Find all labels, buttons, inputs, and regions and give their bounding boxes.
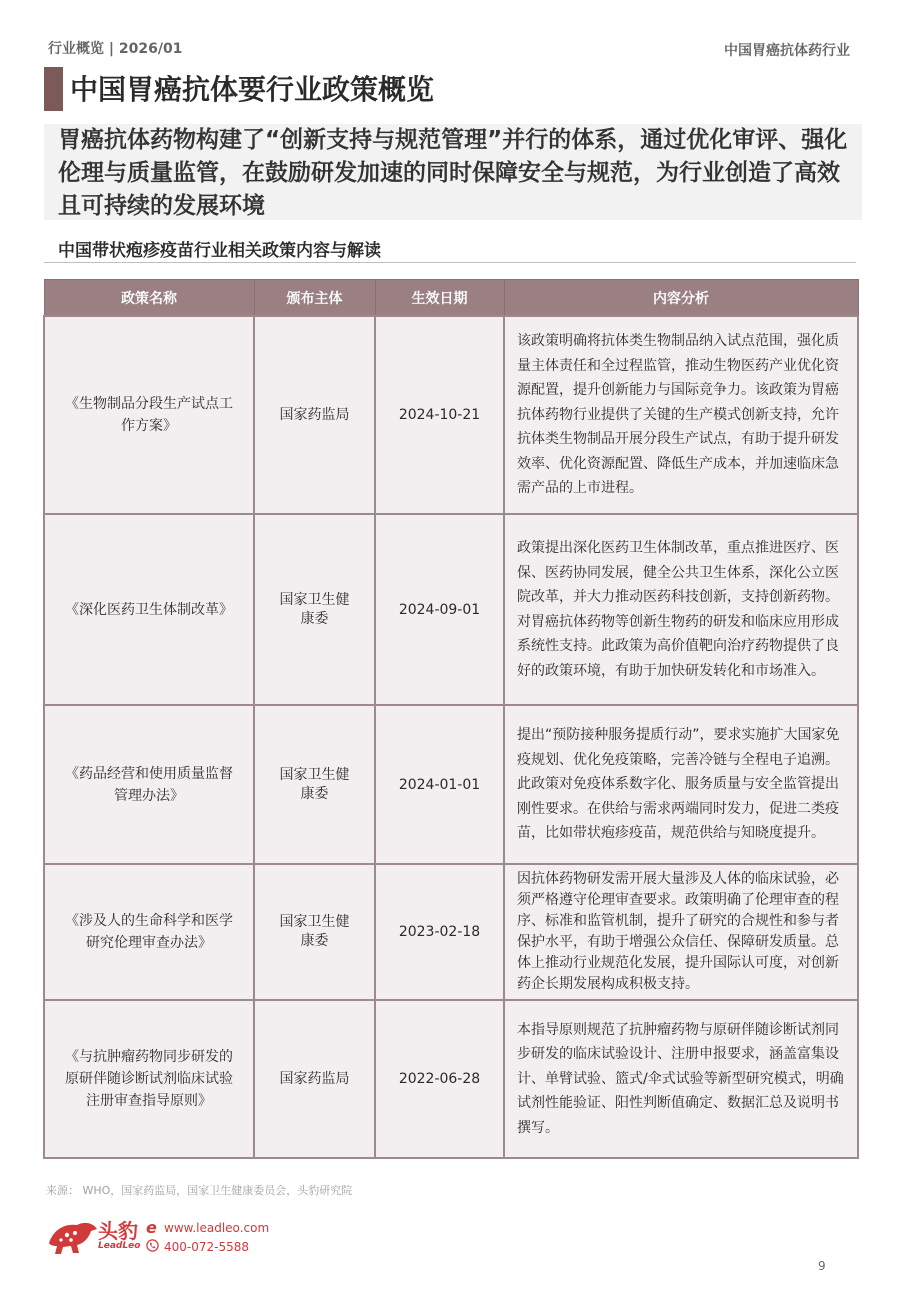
header-policy-name: 政策名称 [44,280,254,317]
table-row [44,1000,858,1158]
web-e-icon: e [146,1218,157,1237]
page-title: 中国胃癌抗体要行业政策概览 [70,73,435,106]
policy-name: 《涉及人的生命科学和医学研究伦理审查办法》 [44,864,254,1000]
policy-issuer: 国家卫生健康委 [254,864,375,1000]
policy-name: 《药品经营和使用质量监督管理办法》 [44,705,254,864]
policy-analysis: 因抗体药物研发需开展大量涉及人体的临床试验，必须严格遵守伦理审查要求。政策明确了伦理审查的程序、标准和监管机制，提升了研究的合规性和参与者保护水平，有助于增强公众信任、保障研发质量。总体上推动行业规范化发展，提升国际认可度，对创新药企长期发展构成积极支持。 [504,864,858,1000]
policy-date: 2022-06-28 [375,1000,504,1158]
policy-issuer: 国家药监局 [254,316,375,514]
policy-table [43,279,859,1159]
phone-icon [146,1239,159,1252]
header-effective-date: 生效日期 [375,280,504,317]
policy-analysis: 政策提出深化医药卫生体制改革，重点推进医疗、医保、医药协同发展，健全公共卫生体系，深化公立医院改革，并大力推动医药科技创新，支持创新药物。对胃癌抗体药物等创新生物药的研发和临床应用形成系统性支持。此政策为高价值靶向治疗药物提供了良好的政策环境，有助于加快研发转化和市场准入。 [504,514,858,705]
policy-issuer: 国家卫生健康委 [254,705,375,864]
policy-analysis: 提出“预防接种服务提质行动”，要求实施扩大国家免疫规划、优化免疫策略，完善冷链与全程电子追溯。此政策对免疫体系数字化、服务质量与安全监管提出刚性要求。在供给与需求两端同时发力，促进二类疫苗，比如带状疱疹疫苗，规范供给与知晓度提升。 [504,705,858,864]
title-accent-bar [44,67,63,111]
leopard-logo-icon [45,1213,105,1257]
brand-name-cn: 头豹 [98,1219,138,1243]
divider [44,262,856,263]
table-row [44,316,858,514]
policy-date: 2024-10-21 [375,316,504,514]
section-label: 行业概览 | 2026/01 [48,41,183,57]
website-link[interactable]: www.leadleo.com [164,1221,270,1235]
policy-analysis: 本指导原则规范了抗肿瘤药物与原研伴随诊断试剂同步研发的临床试验设计、注册申报要求，涵盖富集设计、单臂试验、篮式/伞式试验等新型研究模式，明确试剂性能验证、阳性判断值确定、数据汇总及说明书撰写。 [504,1000,858,1158]
brand-name-en: LeadLeo [98,1241,141,1251]
policy-analysis: 该政策明确将抗体类生物制品纳入试点范围，强化质量主体责任和全过程监管，推动生物医药产业优化资源配置，提升创新能力与国际竞争力。该政策为胃癌抗体药物行业提供了关键的生产模式创新支持，允许抗体类生物制品开展分段生产试点，有助于提升研发效率、优化资源配置、降低生产成本，并加速临床急需产品的上市进程。 [504,316,858,514]
policy-date: 2023-02-18 [375,864,504,1000]
policy-issuer: 国家卫生健康委 [254,514,375,705]
header-analysis: 内容分析 [504,280,858,317]
table-header-row [44,280,858,317]
policy-date: 2024-09-01 [375,514,504,705]
policy-name: 《深化医药卫生体制改革》 [44,514,254,705]
policy-name: 《生物制品分段生产试点工作方案》 [44,316,254,514]
policy-name: 《与抗肿瘤药物同步研发的原研伴随诊断试剂临床试验注册审查指导原则》 [44,1000,254,1158]
policy-date: 2024-01-01 [375,705,504,864]
table-row [44,864,858,1000]
table-row [44,514,858,705]
header-issuer: 颁布主体 [254,280,375,317]
report-label: 中国胃癌抗体药行业 [724,43,850,59]
phone-number: 400-072-5588 [164,1240,250,1254]
page-number: 9 [818,1259,826,1273]
table-row [44,705,858,864]
summary-box: 胃癌抗体药物构建了“创新支持与规范管理”并行的体系，通过优化审评、强化伦理与质量监管，在鼓励研发加速的同时保障安全与规范，为行业创造了高效且可持续的发展环境 [44,124,862,220]
source-note: 来源： WHO，国家药监局，国家卫生健康委员会，头豹研究院 [46,1184,353,1197]
policy-issuer: 国家药监局 [254,1000,375,1158]
table-title: 中国带状疱疹疫苗行业相关政策内容与解读 [58,241,381,261]
